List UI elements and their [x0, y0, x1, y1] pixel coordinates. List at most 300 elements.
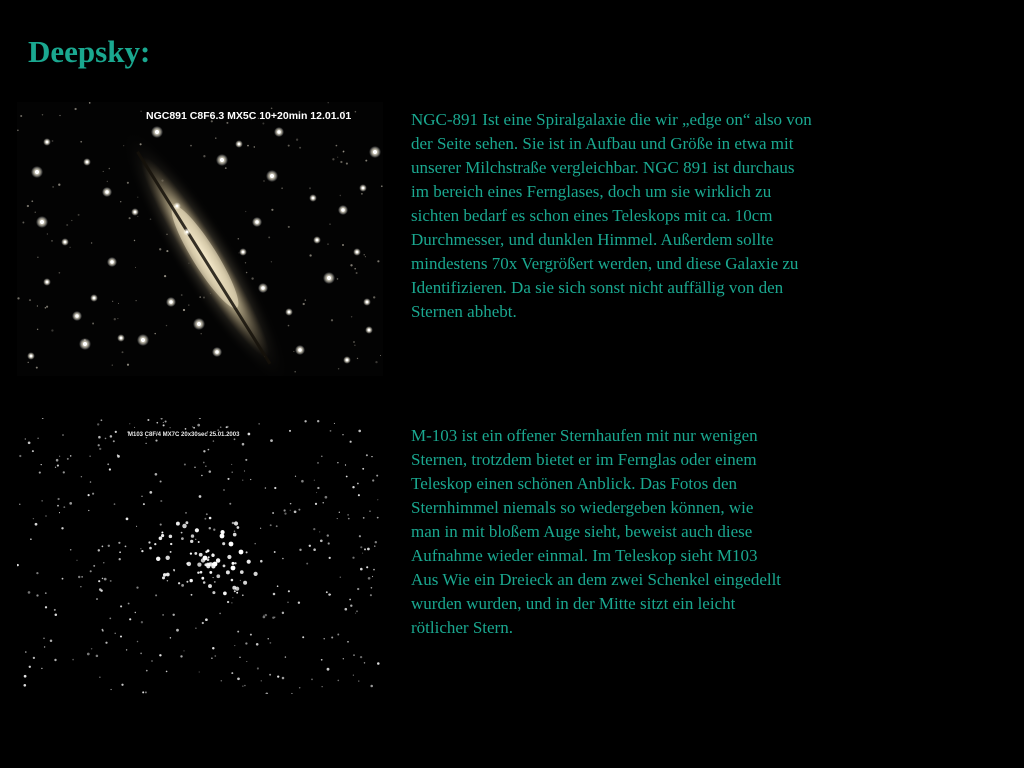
star	[186, 581, 188, 583]
m103-cluster-image	[17, 418, 383, 694]
star	[159, 248, 161, 250]
star	[40, 220, 44, 224]
description-line: Sternhimmel niemals so wiedergeben können, wie	[411, 498, 754, 517]
star	[336, 145, 338, 147]
star	[136, 586, 138, 588]
star	[226, 570, 230, 574]
star	[260, 528, 261, 529]
star	[62, 434, 64, 436]
star	[213, 562, 218, 567]
star	[215, 137, 216, 138]
star	[208, 556, 210, 558]
star	[103, 171, 104, 172]
star	[242, 480, 243, 481]
star	[149, 547, 152, 550]
star	[127, 364, 129, 366]
star	[238, 238, 240, 240]
star	[212, 647, 214, 649]
description-line: Identifizieren. Da sie sich sonst nicht auffällig von den	[411, 278, 784, 297]
star	[201, 475, 202, 476]
star	[102, 578, 104, 580]
star	[282, 677, 285, 680]
star	[313, 548, 316, 551]
star	[99, 677, 100, 678]
star	[340, 195, 341, 196]
star	[301, 480, 304, 483]
star	[41, 500, 42, 501]
star	[126, 649, 127, 650]
star	[234, 590, 236, 592]
star	[39, 472, 41, 474]
star	[43, 637, 45, 639]
star	[57, 505, 59, 507]
star	[165, 420, 167, 422]
star	[377, 662, 380, 665]
star	[110, 689, 111, 690]
star	[360, 546, 362, 548]
star	[223, 565, 226, 568]
star	[243, 581, 247, 585]
star	[284, 512, 286, 514]
star	[328, 593, 330, 595]
star	[263, 180, 264, 181]
star	[339, 512, 340, 513]
star	[352, 557, 354, 559]
star	[227, 601, 229, 603]
star	[329, 223, 331, 225]
star	[166, 573, 170, 577]
star	[17, 297, 19, 299]
m103-image-caption: M103 C8F/4 MX7C 20x30sec 25.01.2003	[128, 432, 240, 438]
star	[209, 527, 211, 529]
star	[321, 659, 323, 661]
star	[47, 233, 48, 234]
star	[91, 242, 92, 243]
star	[270, 174, 274, 178]
star	[200, 571, 203, 574]
star	[28, 591, 31, 594]
star	[51, 240, 52, 241]
star	[209, 517, 212, 520]
star	[363, 517, 365, 519]
star	[353, 341, 355, 343]
star	[360, 568, 363, 571]
star	[81, 576, 82, 577]
star	[256, 643, 259, 646]
star	[356, 251, 359, 254]
star	[214, 655, 216, 657]
star	[98, 436, 101, 439]
star	[317, 462, 319, 464]
star	[37, 305, 38, 306]
star	[350, 441, 352, 443]
star	[299, 147, 301, 149]
star	[337, 278, 339, 280]
star	[362, 187, 365, 190]
star	[135, 267, 136, 268]
star	[199, 553, 203, 557]
star	[45, 592, 47, 594]
star	[20, 115, 22, 117]
star	[337, 157, 338, 158]
star	[114, 503, 116, 505]
star	[195, 528, 199, 532]
star	[134, 240, 135, 241]
star	[342, 244, 344, 246]
star	[172, 614, 174, 616]
star	[134, 427, 135, 428]
star	[59, 272, 61, 274]
star	[141, 338, 145, 342]
star	[246, 551, 248, 553]
star	[45, 515, 47, 517]
star	[244, 685, 246, 687]
star	[98, 444, 100, 446]
ngc891-galaxy-photo	[17, 102, 383, 376]
star	[127, 182, 129, 184]
star	[271, 209, 273, 211]
star	[232, 522, 234, 524]
star	[19, 455, 21, 457]
star	[170, 427, 171, 428]
star	[346, 476, 348, 478]
star	[190, 145, 192, 147]
star	[46, 306, 48, 308]
star	[320, 539, 323, 542]
star	[277, 675, 279, 677]
star	[182, 524, 186, 528]
star	[242, 594, 244, 596]
star	[129, 423, 130, 424]
star	[109, 168, 111, 170]
star	[67, 458, 69, 460]
star	[229, 542, 234, 547]
star	[331, 636, 333, 638]
m103-cluster-photo	[17, 418, 383, 694]
star	[294, 371, 296, 373]
star	[309, 187, 311, 189]
star	[44, 646, 45, 647]
star	[110, 435, 113, 438]
star	[206, 564, 210, 568]
star	[374, 546, 375, 547]
star	[35, 212, 36, 213]
star	[276, 525, 278, 527]
star	[213, 529, 215, 531]
star	[232, 597, 233, 598]
star	[323, 502, 324, 503]
star	[197, 424, 200, 427]
star	[298, 348, 302, 352]
star	[98, 549, 100, 551]
star	[262, 123, 264, 125]
star	[362, 553, 363, 554]
star	[122, 351, 124, 353]
star	[174, 570, 175, 571]
star	[80, 586, 81, 587]
star	[212, 591, 215, 594]
star	[274, 551, 276, 553]
star	[277, 130, 281, 134]
star	[306, 563, 308, 565]
star	[50, 639, 53, 642]
star	[45, 606, 47, 608]
star	[244, 470, 245, 471]
ngc891-image-caption: NGC891 C8F6.3 MX5C 10+20min 12.01.01	[146, 110, 352, 122]
star	[37, 438, 39, 440]
star	[19, 504, 20, 505]
star	[343, 151, 345, 153]
star	[231, 672, 233, 674]
star	[155, 130, 159, 134]
star	[59, 512, 60, 513]
star	[96, 655, 99, 658]
star	[83, 342, 87, 346]
star	[129, 217, 131, 219]
star	[191, 534, 194, 537]
star	[25, 651, 27, 653]
star	[353, 654, 355, 656]
star	[107, 181, 108, 182]
star	[163, 424, 165, 426]
star	[120, 605, 122, 607]
star	[328, 542, 330, 544]
star	[366, 566, 368, 568]
star	[288, 590, 290, 592]
star	[362, 468, 364, 470]
star	[338, 368, 339, 369]
star	[151, 660, 152, 661]
description-line: wurden wurden, und in der Mitte sitzt ein leicht	[411, 594, 736, 613]
star	[108, 545, 110, 547]
star	[186, 231, 189, 234]
star	[245, 642, 247, 644]
star	[219, 613, 221, 615]
star	[102, 629, 104, 631]
description-line: mindestens 70x Vergrößert werden, und diese Galaxie zu	[411, 254, 799, 273]
star	[170, 637, 171, 638]
star	[45, 307, 47, 309]
star	[353, 675, 354, 676]
star	[298, 509, 300, 511]
star	[231, 566, 236, 571]
star	[373, 296, 375, 298]
star	[220, 158, 224, 162]
star	[376, 475, 378, 477]
star	[155, 440, 157, 442]
star	[317, 420, 319, 422]
description-line: Durchmesser, und dunklen Himmel. Außerdem sollte	[411, 230, 774, 249]
star	[146, 670, 148, 672]
description-line: Aufnahme wieder einmal. Im Teleskop sieht M103	[411, 546, 758, 565]
star	[371, 587, 373, 589]
star	[271, 261, 272, 262]
star	[66, 224, 68, 226]
star	[109, 618, 111, 620]
star	[270, 439, 273, 442]
star	[161, 531, 163, 533]
star	[199, 495, 202, 498]
star	[96, 598, 98, 600]
star	[213, 577, 214, 578]
star	[78, 214, 80, 216]
star	[265, 487, 267, 489]
star	[316, 239, 319, 242]
star	[298, 602, 300, 604]
star	[240, 580, 241, 581]
star	[240, 570, 244, 574]
star	[155, 473, 158, 476]
star	[22, 222, 24, 224]
star	[194, 552, 197, 555]
star	[370, 594, 372, 596]
star	[239, 657, 240, 658]
star	[166, 325, 167, 326]
star	[41, 668, 42, 669]
star	[181, 294, 183, 296]
star	[155, 594, 157, 596]
star	[145, 443, 146, 444]
star	[35, 523, 38, 526]
star	[197, 571, 199, 573]
star	[110, 260, 114, 264]
star	[356, 610, 358, 612]
star	[360, 656, 362, 658]
description-line: Sternen abhebt.	[411, 302, 517, 321]
star	[263, 616, 266, 619]
star	[30, 538, 32, 540]
star	[62, 578, 64, 580]
star	[296, 139, 298, 141]
star	[259, 423, 260, 424]
star	[254, 146, 255, 147]
star	[121, 684, 123, 686]
star	[180, 655, 182, 657]
star	[181, 537, 184, 540]
star	[141, 496, 142, 497]
star	[163, 573, 166, 576]
star	[162, 576, 165, 579]
star	[261, 286, 265, 290]
star	[183, 309, 185, 311]
star	[154, 543, 156, 545]
star	[160, 500, 162, 502]
star	[229, 503, 231, 505]
star	[141, 550, 143, 552]
star	[100, 589, 102, 591]
star	[305, 299, 306, 300]
star	[90, 481, 92, 483]
star	[255, 220, 259, 224]
star	[323, 638, 324, 639]
m103-description	[411, 424, 891, 640]
star	[61, 527, 63, 529]
star	[282, 612, 284, 614]
star	[247, 145, 249, 147]
star	[156, 557, 160, 561]
star	[24, 675, 27, 678]
star	[181, 532, 183, 534]
star	[119, 558, 121, 560]
star	[200, 333, 201, 334]
star	[117, 455, 120, 458]
star	[104, 578, 107, 581]
star	[288, 325, 290, 327]
star	[368, 577, 371, 580]
star	[52, 186, 54, 188]
star	[118, 303, 119, 304]
star	[364, 254, 365, 255]
description-line: im bereich eines Fernglases, doch um sie wirklich zu	[411, 182, 772, 201]
star	[205, 551, 207, 553]
star	[268, 638, 269, 639]
star	[201, 577, 204, 580]
star	[337, 518, 338, 519]
star	[263, 615, 264, 616]
star	[358, 681, 359, 682]
star	[231, 579, 234, 582]
star	[328, 102, 329, 103]
star	[64, 241, 67, 244]
star	[315, 503, 317, 505]
star	[203, 155, 205, 157]
star	[74, 108, 76, 110]
star	[254, 572, 258, 576]
star	[346, 163, 348, 165]
star	[190, 540, 193, 543]
star	[346, 359, 349, 362]
star	[137, 216, 138, 217]
star	[37, 329, 38, 330]
star	[316, 492, 317, 493]
star	[31, 200, 33, 202]
star	[350, 605, 352, 607]
star	[204, 518, 206, 520]
star	[169, 535, 173, 539]
star	[105, 438, 107, 440]
star	[293, 351, 294, 352]
star	[221, 680, 223, 682]
star	[220, 426, 222, 428]
star	[223, 489, 225, 491]
star	[341, 208, 345, 212]
star	[269, 674, 271, 676]
star	[287, 602, 289, 604]
star	[322, 686, 323, 687]
star	[274, 487, 276, 489]
star	[277, 585, 279, 587]
star	[27, 205, 29, 207]
star	[380, 355, 381, 356]
star	[120, 201, 121, 202]
star	[192, 426, 193, 427]
star	[225, 167, 227, 169]
star	[105, 190, 109, 194]
star	[159, 654, 161, 656]
star	[325, 496, 328, 499]
star	[46, 141, 49, 144]
star	[334, 423, 335, 424]
star	[191, 594, 193, 596]
star	[231, 464, 232, 465]
star	[367, 548, 370, 551]
star	[247, 560, 251, 564]
star	[58, 184, 60, 186]
star	[299, 549, 301, 551]
star	[87, 653, 90, 656]
star	[37, 257, 38, 258]
star	[194, 466, 196, 468]
